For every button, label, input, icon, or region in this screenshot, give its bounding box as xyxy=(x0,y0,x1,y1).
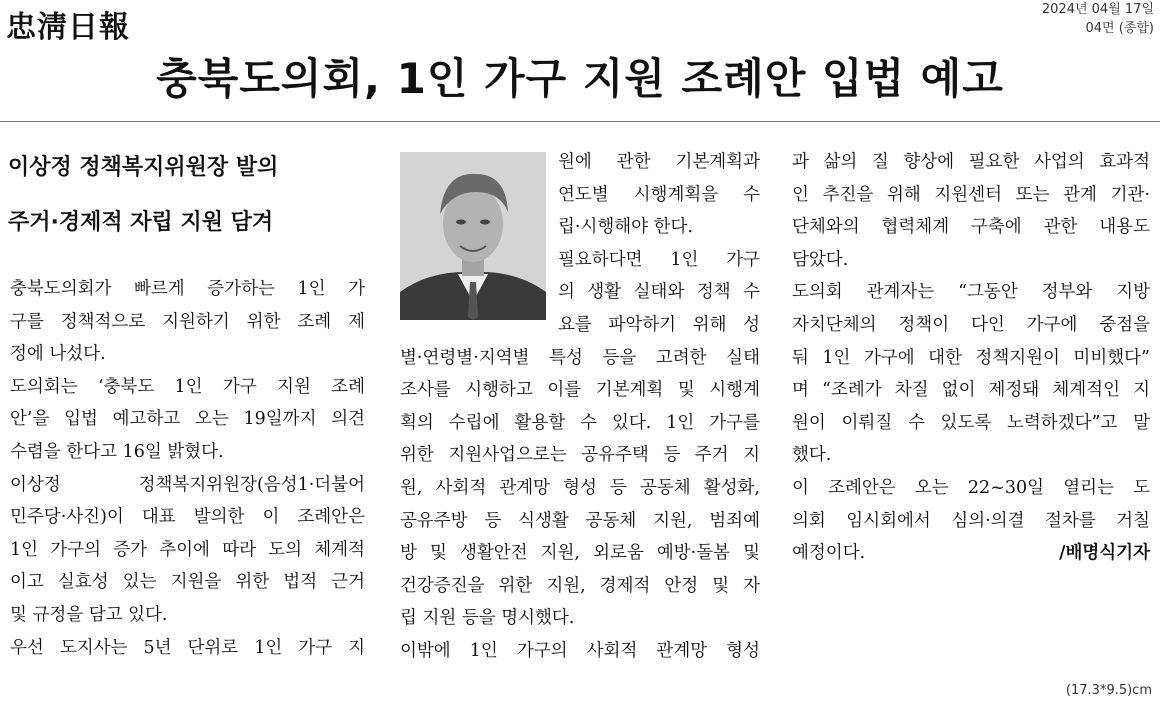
text-line: 위한 지원사업으로는 공유주택 등 주거 지 xyxy=(400,445,760,466)
text-line: 1인 가구의 증가 추이에 따라 도의 체계적 xyxy=(10,539,365,560)
text-line: 및 규정을 담고 있다. xyxy=(10,604,168,625)
text-line: 이고 실효성 있는 지원을 위한 법적 근거 xyxy=(10,572,365,593)
text-line: 원이 이뤄질 수 있도록 노력하겠다”고 말 xyxy=(792,412,1150,433)
issue-date: 2024년 04월 17일 xyxy=(1041,2,1154,17)
article-column-2 xyxy=(400,146,760,668)
text-line: 연도별 시행계획을 수 xyxy=(558,184,760,205)
text-line: 과 삶의 질 향상에 필요한 사업의 효과적 xyxy=(792,152,1150,172)
text-line: 안’을 입법 예고하고 오는 19일까지 의견 xyxy=(10,409,365,430)
text-line: 조사를 시행하고 이를 기본계획 및 시행계 xyxy=(400,380,760,401)
text-line: 민주당·사진)이 대표 발의한 이 조례안은 xyxy=(10,507,365,528)
text-line: 립 지원 등을 명시했다. xyxy=(400,608,575,629)
text-line: 수렴을 한다고 16일 밝혔다. xyxy=(10,441,224,462)
subhead-2: 주거·경제적 자립 지원 담겨 xyxy=(8,210,274,235)
text-line: 원에 관한 기본계획과 xyxy=(558,152,760,172)
article-size-note: (17.3*9.5)cm xyxy=(1065,683,1152,698)
text-line: 했다. xyxy=(792,445,832,466)
text-line: 인 추진을 위해 지원센터 또는 관계 기관· xyxy=(792,184,1150,205)
text-line: 이 조례안은 오는 22~30일 열리는 도 xyxy=(792,477,1150,498)
text-line: 며 “조례가 차질 없이 제정돼 체계적인 지 xyxy=(792,380,1150,401)
text-line: 방 및 생활안전 지원, 외로움 예방·돌봄 및 xyxy=(400,543,760,564)
text-line: 구를 정책적으로 지원하기 위한 조례 제 xyxy=(10,311,365,332)
text-line: 건강증진을 위한 지원, 경제적 안정 및 자 xyxy=(400,575,760,596)
text-line: 별·연령별·지역별 특성 등을 고려한 실태 xyxy=(400,347,760,368)
article-headline: 충북도의회, 1인 가구 지원 조례안 입법 예고 xyxy=(156,54,1004,103)
text-line: 요를 파악하기 위해 성 xyxy=(558,314,760,335)
text-line: 공유주방 등 식생활 공동체 지원, 범죄예 xyxy=(400,510,760,531)
headline-divider xyxy=(0,121,1160,122)
text-line: 우선 도지사는 5년 단위로 1인 가구 지 xyxy=(10,637,365,658)
article-column-1 xyxy=(10,273,365,664)
newspaper-masthead: 忠淸日報 xyxy=(6,10,130,45)
text-line: 원, 사회적 관계망 형성 등 공동체 활성화, xyxy=(400,477,760,498)
text-line: 정에 나섰다. xyxy=(10,344,106,365)
text-line: 립·시행해야 한다. xyxy=(558,217,694,238)
text-line: 단체와의 협력체계 구축에 관한 내용도 xyxy=(792,217,1150,238)
text-line: 의회 임시회에서 심의·의결 절차를 거칠 xyxy=(792,510,1150,531)
text-line: 둬 1인 가구에 대한 정책지원이 미비했다” xyxy=(792,347,1150,368)
issue-page: 04면 (종합) xyxy=(1085,21,1154,36)
text-line: 도의회 관계자는 “그동안 정부와 지방 xyxy=(792,282,1150,303)
article-column-3 xyxy=(792,146,1150,570)
text-line: 충북도의회가 빠르게 증가하는 1인 가 xyxy=(10,279,365,299)
text-line: 이상정 정책복지위원장(음성1·더불어 xyxy=(10,474,365,495)
text-line: 획의 수립에 활용할 수 있다. 1인 가구를 xyxy=(400,412,760,433)
text-line: 필요하다면 1인 가구 xyxy=(558,249,760,270)
text-line: 자치단체의 정책이 다인 가구에 중점을 xyxy=(792,314,1150,335)
text-line: 담았다. xyxy=(792,249,849,270)
text-line: 이밖에 1인 가구의 사회적 관계망 형성 xyxy=(400,640,760,661)
byline: /배명식기자 xyxy=(1059,543,1150,564)
text-line: 예정이다. xyxy=(792,543,866,564)
last-line-row xyxy=(792,537,1150,570)
subhead-1: 이상정 정책복지위원장 발의 xyxy=(8,155,279,180)
text-line: 의 생활 실태와 정책 수 xyxy=(558,282,760,303)
issue-meta xyxy=(1042,0,1154,38)
text-line: 도의회는 ‘충북도 1인 가구 지원 조례 xyxy=(10,376,365,397)
